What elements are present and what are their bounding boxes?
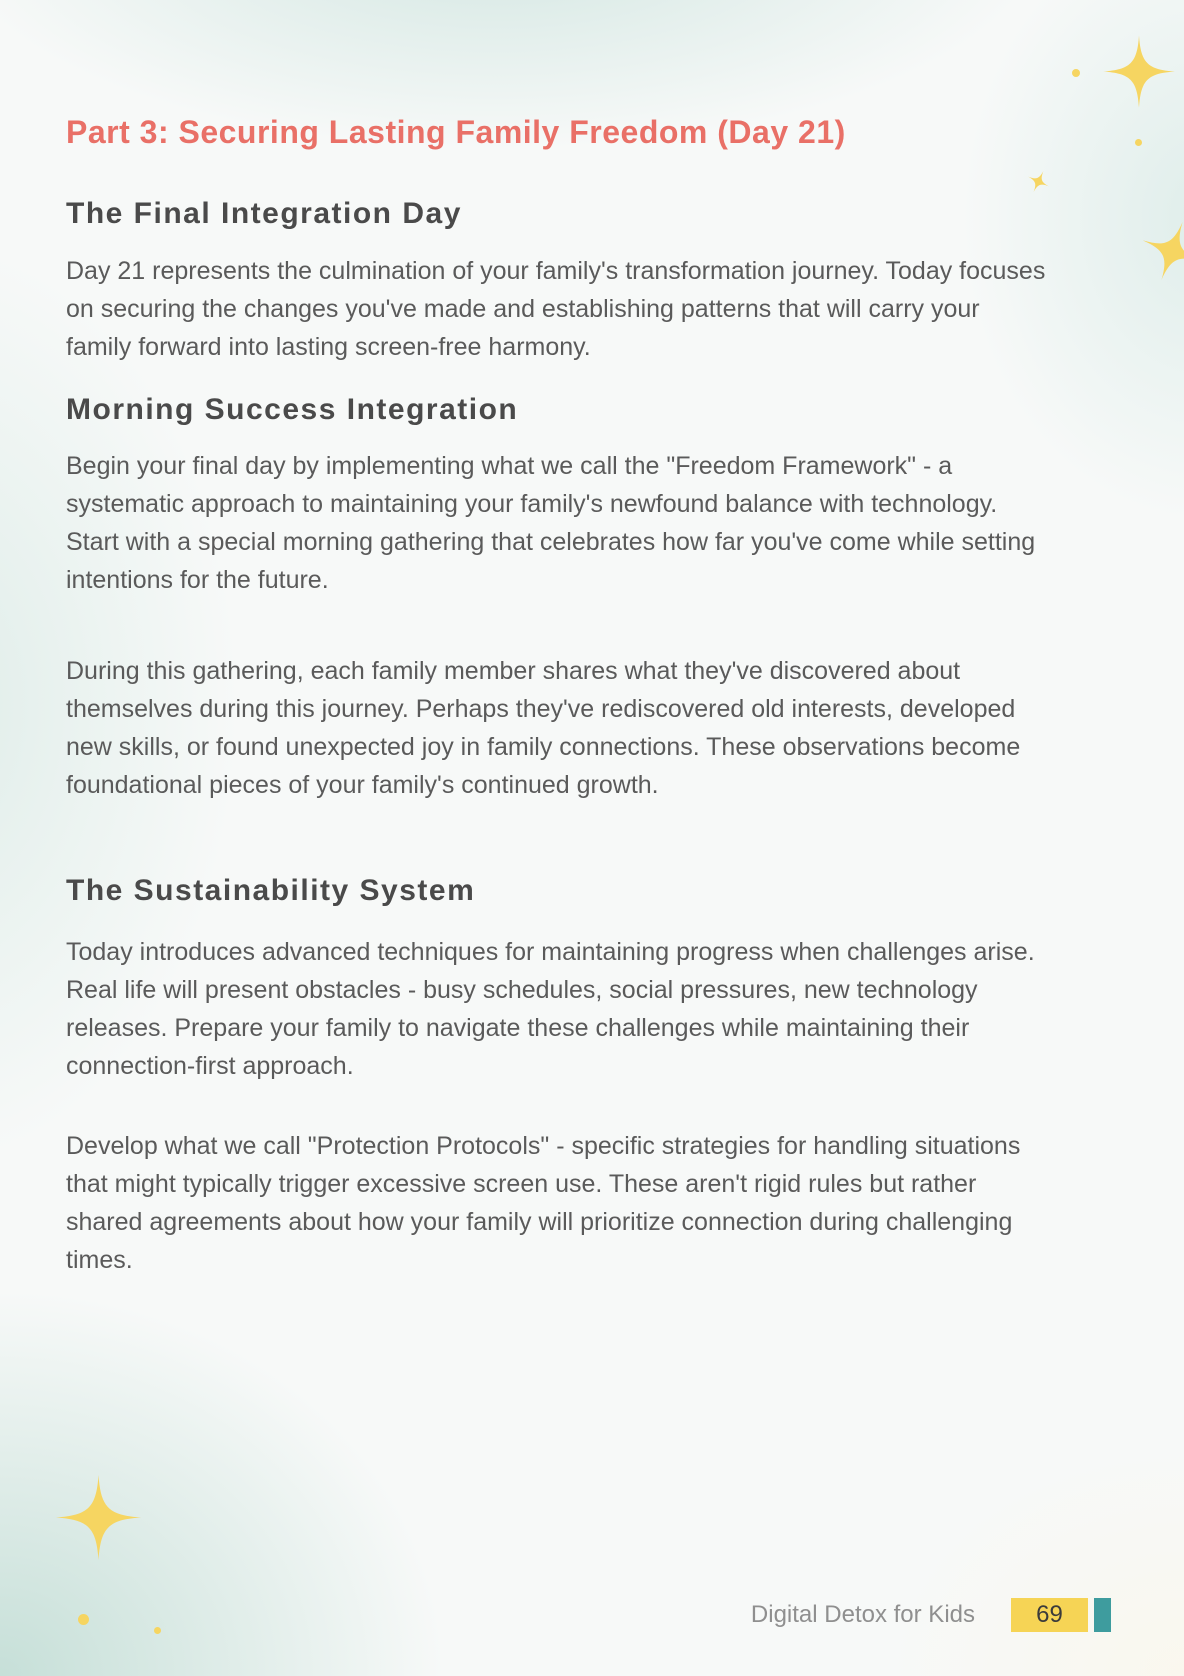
sparkle-star-icon — [1023, 166, 1054, 197]
paragraph: Today introduces advanced techniques for maintaining progress when challenges arise. Real life will present obstacles - busy schedules, social pressures, new technology releases. Prepare your family to navigate these challenges while maintaining their connection-first approach. — [66, 938, 1035, 1080]
page-number-badge: 69 — [1011, 1598, 1088, 1632]
sparkle-star-icon — [1103, 35, 1175, 108]
paragraph: During this gathering, each family member shares what they've discovered about themselves during this journey. Perhaps they've rediscovered old interests, developed new skills, or found unexpected joy in family connections. These observations become foundational pieces of your family's continued growth. — [66, 657, 1021, 799]
paragraph: Day 21 represents the culmination of your family's transformation journey. Today focuses on securing the changes you've made and establishing patterns that will carry your family forward into lasting screen-free harmony. — [66, 257, 1046, 361]
sparkle-dot-icon — [154, 1627, 161, 1634]
sparkle-star-icon — [1132, 211, 1184, 290]
sparkle-dot-icon — [78, 1614, 89, 1625]
paragraph: Develop what we call "Protection Protocols" - specific strategies for handling situations that might typically trigger excessive screen use. These aren't rigid rules but rather shared agreements about how your family will prioritize connection during challenging times. — [66, 1132, 1021, 1274]
sparkle-dot-icon — [1135, 139, 1142, 146]
book-title: Digital Detox for Kids — [750, 1601, 975, 1628]
sparkle-dot-icon — [1072, 69, 1080, 77]
section-heading-morning-success-integration: Morning Success Integration — [66, 393, 519, 426]
section-heading-sustainability-system: The Sustainability System — [66, 874, 476, 907]
paragraph: Begin your final day by implementing what we call the "Freedom Framework" - a systematic approach to maintaining your family's newfound balance with technology. Start with a special morning gathering that celebrates how far you've come while setting intentions for the future. — [66, 452, 1036, 594]
section-heading-final-integration-day: The Final Integration Day — [66, 197, 462, 230]
sparkle-star-icon — [56, 1475, 141, 1560]
page-footer — [751, 1598, 1111, 1632]
accent-bar — [1094, 1598, 1111, 1632]
page-title: Part 3: Securing Lasting Family Freedom (Day 21) — [66, 114, 846, 150]
